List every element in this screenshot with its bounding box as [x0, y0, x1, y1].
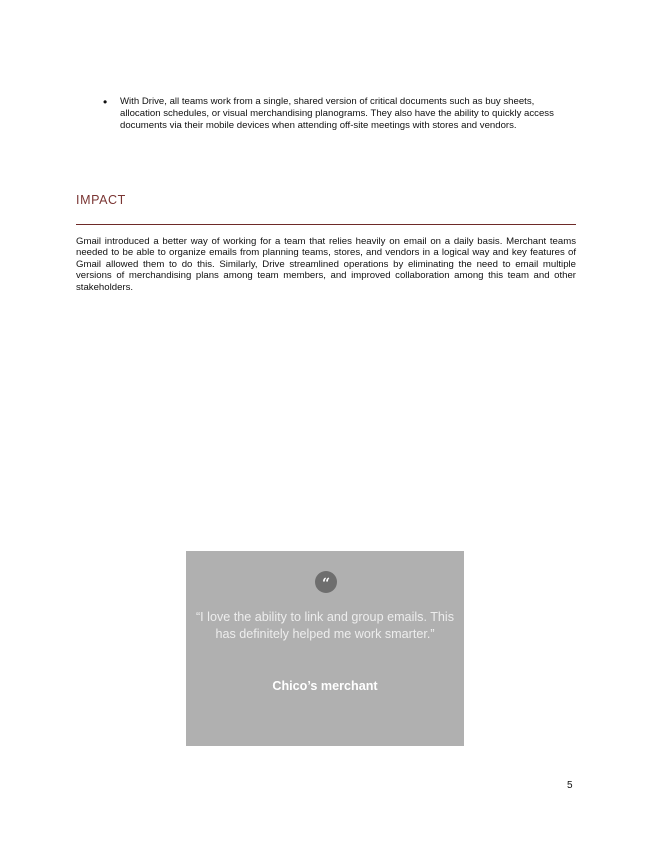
bullet-text: With Drive, all teams work from a single, shared version of critical documents such as buy sheets, allocation schedules, or visual merchandising planograms. They also have the ability to quickly access documents via their mobile devices when attending off-site meetings with stores and vendors.	[120, 96, 554, 131]
impact-paragraph: Gmail introduced a better way of working for a team that relies heavily on email on a daily basis. Merchant teams needed to be able to organize emails from planning teams, stores, and vendors in a logical way and key features of Gmail allowed them to do this. Similarly, Drive streamlined operations by eliminating the need to email multiple versions of merchandising plans among team members, and improved collaboration among this team and other stakeholders.	[76, 236, 576, 293]
quote-author: Chico’s merchant	[272, 679, 378, 693]
quote-mark-icon: “	[315, 571, 337, 593]
page-number: 5	[567, 780, 573, 791]
section-divider	[76, 224, 576, 225]
testimonial-quote-box	[186, 551, 464, 746]
impact-heading: IMPACT	[76, 193, 126, 207]
bullet-icon: •	[103, 95, 108, 109]
quote-text: “I love the ability to link and group emails. This has definitely helped me work smarter.”	[195, 610, 455, 641]
